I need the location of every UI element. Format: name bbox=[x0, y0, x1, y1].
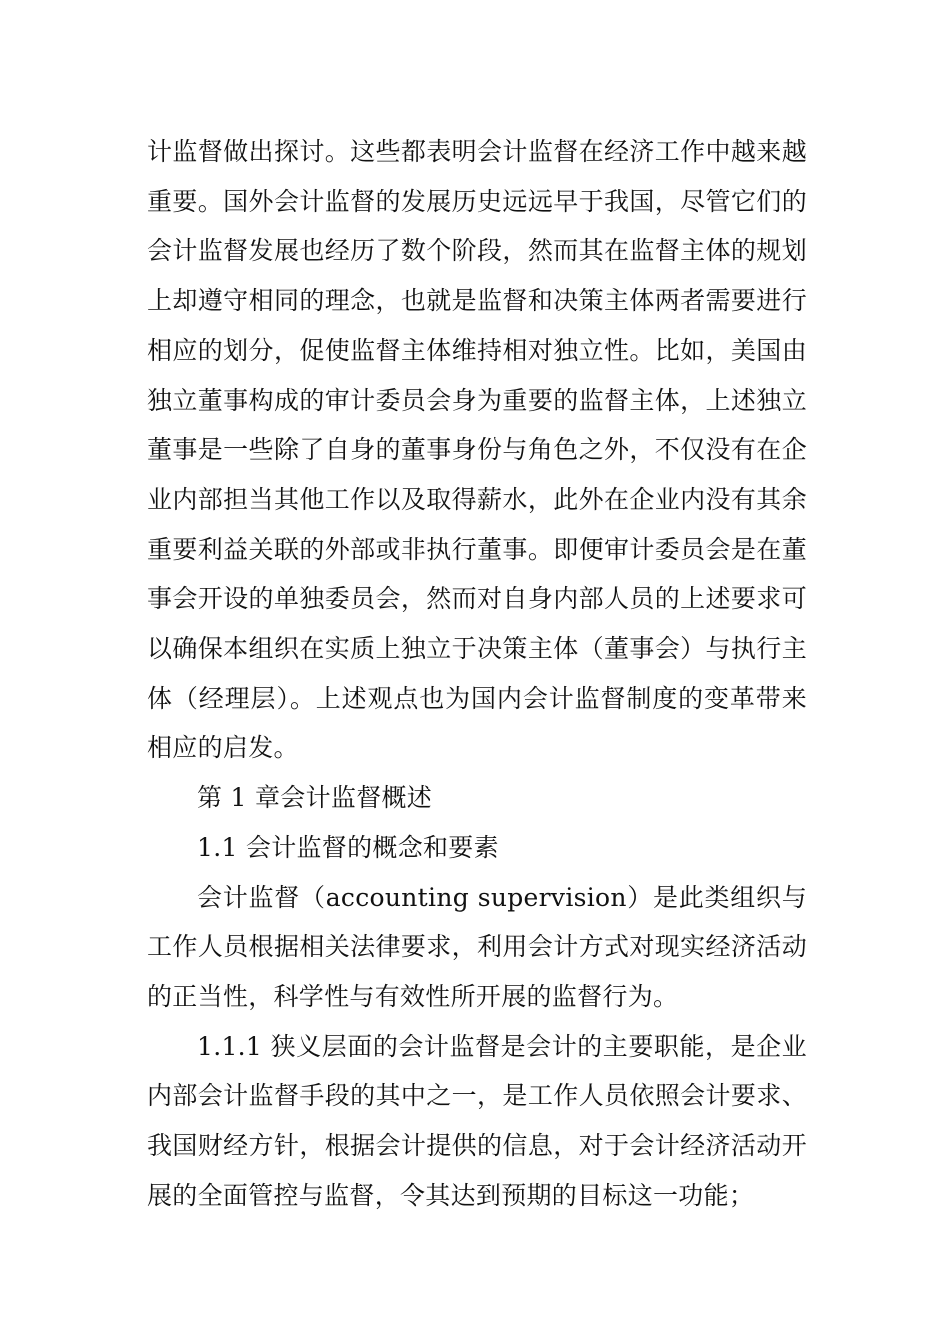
subsection-paragraph: 1.1.1 狭义层面的会计监督是会计的主要职能，是企业内部会计监督手段的其中之一，是工作人员依照会计要求、我国财经方针，根据会计提供的信息，对于会计经济活动开展的全面管控与监督，令其达到预期的目标这一功能； bbox=[147, 1031, 807, 1210]
document-page bbox=[147, 127, 807, 1220]
section-heading: 1.1 会计监督的概念和要素 bbox=[197, 832, 499, 862]
body-paragraph-continued: 计监督做出探讨。这些都表明会计监督在经济工作中越来越重要。国外会计监督的发展历史远远早于我国，尽管它们的会计监督发展也经历了数个阶段，然而其在监督主体的规划上却遵守相同的理念，也就是监督和决策主体两者需要进行相应的划分，促使监督主体维持相对独立性。比如，美国由独立董事构成的审计委员会身为重要的监督主体，上述独立董事是一些除了自身的董事身份与角色之外，不仅没有在企业内部担当其他工作以及取得薪水，此外在企业内没有其余重要利益关联的外部或非执行董事。即便审计委员会是在董事会开设的单独委员会，然而对自身内部人员的上述要求可以确保本组织在实质上独立于决策主体（董事会）与执行主体（经理层）。上述观点也为国内会计监督制度的变革带来相应的启发。 bbox=[147, 137, 807, 763]
chapter-heading: 第 1 章会计监督概述 bbox=[197, 783, 433, 813]
definition-paragraph: 会计监督（accounting supervision）是此类组织与工作人员根据相关法律要求，利用会计方式对现实经济活动的正当性，科学性与有效性所开展的监督行为。 bbox=[147, 882, 807, 1011]
